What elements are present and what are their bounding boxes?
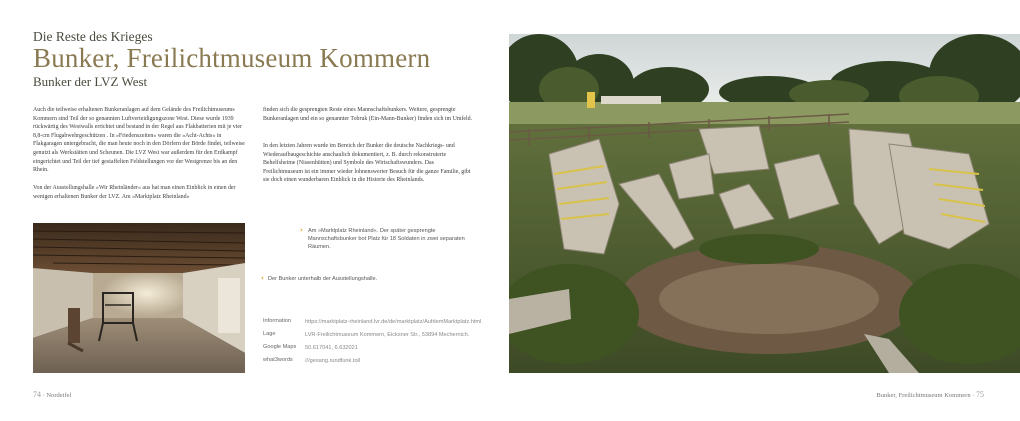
info-value: 50.617041, 6.632021 bbox=[305, 345, 358, 351]
bunker-ruins-photo bbox=[509, 34, 1020, 373]
body-paragraph-2: Von der Ausstellungshalle »Wir Rheinländer« aus hat man einen Einblick in einen der wenigen erhaltenen Bunker der LVZ. Am »Marktplatz Rheinland« bbox=[33, 185, 236, 200]
caption-right-photo: Am »Marktplatz Rheinland«. Der später gesprengte Mannschaftsbunker bot Platz für 18 Soldaten in zwei separaten Räumen. bbox=[308, 228, 465, 250]
info-url-link[interactable]: https://marktplatz-rheinland.lvr.de/de/marktplatz/AufdemMarktplatz.html bbox=[305, 319, 482, 325]
info-label: Information bbox=[263, 318, 291, 324]
info-row bbox=[263, 344, 493, 352]
bunker-interior-photo bbox=[33, 223, 245, 373]
info-table bbox=[263, 318, 493, 370]
footer-divider: · bbox=[42, 392, 45, 399]
info-row bbox=[263, 318, 493, 326]
info-label: Lage bbox=[263, 331, 276, 337]
page-number: 75 bbox=[976, 390, 984, 399]
footer-section: Nordeifel bbox=[46, 392, 72, 399]
body-paragraph-3: finden sich die gesprengten Reste eines Mannschaftsbunkers. Weitere, gesprengte Bunkeranlagen und ein so genannter Tobruk (Ein-Mann-Bunker) finden sich im Umfeld. bbox=[263, 107, 473, 122]
info-value: LVR-Freilichtmuseum Kommern, Eicksner Str., 53894 Mechernich. bbox=[305, 332, 470, 338]
page-subtitle: Bunker der LVZ West bbox=[33, 74, 148, 89]
footer-left bbox=[33, 390, 71, 399]
footer-right bbox=[876, 390, 984, 399]
body-paragraph-4: In den letzten Jahren wurde im Bereich der Bunker die deutsche Nachkriegs- und Wiederaufbaugeschichte anschaulich dokumentiert, z. B. durch rekonstruierte Behelfsheime (Nissenhütten) und Symbole des Wirtschaftswunders. Das Freilichtmuseum ist ein immer wieder lohnenswerter Besuch für die ganze Familie, gibt sie doch einen wunderbaren Einblick in die Historie des Rheinlands. bbox=[263, 143, 471, 184]
footer-title: Bunker, Freilichtmuseum Kommern bbox=[876, 392, 971, 399]
kicker: Die Reste des Krieges bbox=[33, 29, 153, 44]
info-row bbox=[263, 357, 493, 365]
chevron-right-icon: › bbox=[300, 226, 303, 234]
chevron-left-icon: ‹ bbox=[261, 274, 264, 282]
caption-left-photo: Der Bunker unterhalb der Ausstellungshalle. bbox=[268, 276, 378, 282]
body-paragraph-1: Auch die teilweise erhaltenen Bunkeranlagen auf dem Gelände des Freilichtmuseums Kommern sind Teil der so genannten Luftverteidigungszone West. Diese wurde 1939 rückwärtig des Westwalls errichtet und bestand in der Regel aus Flakbatterien mit je vier 8,8-cm Flugabwehrgeschützen . In »Friedenszeiten« waren die »Acht-Achts« in Flakgaragen untergebracht, die man heute noch in den Dörfern der Börde findet, teilweise genutzt als Werkstätten und Scheunen. Die LVZ West war außerdem für den Erdkampf eingerichtet und Teil der tief gestaffelten Feldstellungen vor der Westgrenze bis an den Rhein. bbox=[33, 107, 245, 174]
info-label: Google Maps bbox=[263, 344, 297, 350]
page-title: Bunker, Freilichtmuseum Kommern bbox=[33, 43, 431, 73]
page-number: 74 bbox=[33, 390, 41, 399]
info-value: ///gesang.rundfunk.toll bbox=[305, 358, 361, 364]
footer-divider: · bbox=[972, 392, 975, 399]
info-row bbox=[263, 331, 493, 339]
info-label: what3words bbox=[263, 357, 293, 363]
